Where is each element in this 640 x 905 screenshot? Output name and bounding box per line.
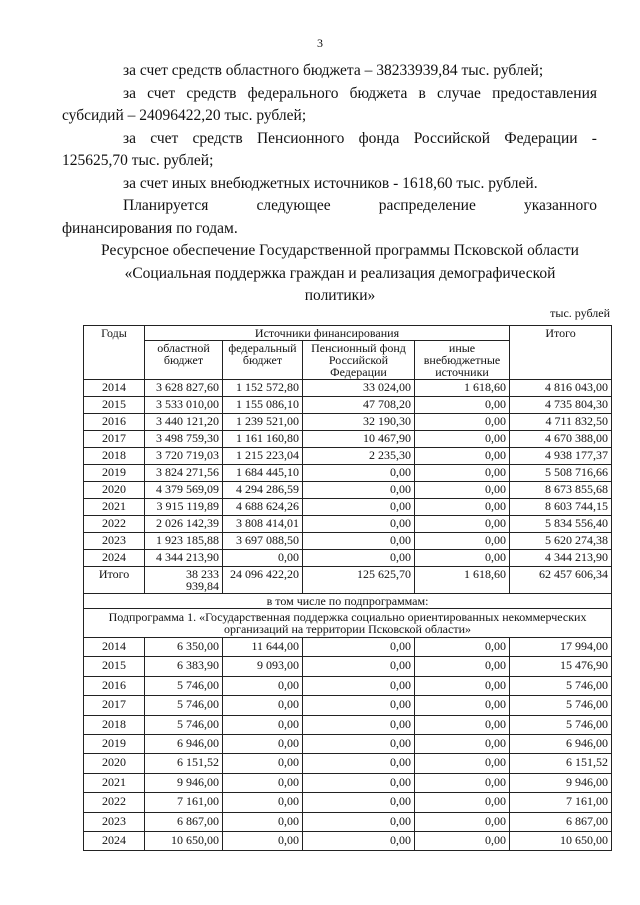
word: в	[418, 85, 426, 102]
value-cell: 0,00	[303, 812, 415, 831]
year-cell: 2019	[84, 465, 145, 482]
value-cell: 0,00	[223, 734, 303, 753]
word: следующее	[256, 197, 331, 214]
value-cell: 0,00	[303, 516, 415, 533]
value-cell: 4 816 043,00	[510, 380, 612, 397]
value-cell: 0,00	[303, 715, 415, 734]
value-cell: 4 711 832,50	[510, 414, 612, 431]
value-cell: 1 161 160,80	[223, 431, 303, 448]
paragraph-regional-budget: за счет средств областного бюджета – 38233939,84 тыс. рублей;	[123, 62, 544, 79]
value-cell: 4 735 804,30	[510, 397, 612, 414]
value-cell: 0,00	[415, 676, 510, 695]
value-cell: 0,00	[415, 465, 510, 482]
word: счет	[150, 130, 179, 147]
word: случае	[437, 85, 481, 102]
word: средств	[186, 85, 237, 102]
word: Федерации	[504, 130, 578, 147]
year-cell: 2023	[84, 812, 145, 831]
value-cell: 3 720 719,03	[145, 448, 223, 465]
header-pension-fund: Пенсионный фонд Российской Федерации	[303, 341, 415, 380]
value-cell: 33 024,00	[303, 380, 415, 397]
value-cell: 0,00	[415, 448, 510, 465]
paragraph-other-sources: за счет иных внебюджетных источников - 1618,60 тыс. рублей.	[123, 175, 538, 192]
value-cell: 9 946,00	[510, 773, 612, 792]
caption-line2: «Социальная поддержка граждан и реализация демографической	[124, 265, 556, 282]
value-cell: 0,00	[303, 482, 415, 499]
value-cell: 6 151,52	[145, 754, 223, 773]
value-cell: 3 915 119,89	[145, 499, 223, 516]
page-number: 3	[317, 36, 323, 50]
value-cell: 0,00	[415, 812, 510, 831]
value-cell: 4 938 177,37	[510, 448, 612, 465]
value-cell: 2 026 142,39	[145, 516, 223, 533]
table-row	[84, 482, 612, 499]
word: -	[591, 130, 597, 147]
value-cell: 1 239 521,00	[223, 414, 303, 431]
subprograms-label: в том числе по подпрограммам:	[84, 594, 612, 609]
value-cell: 3 533 010,00	[145, 397, 223, 414]
word: указанного	[523, 197, 597, 214]
year-cell: 2017	[84, 431, 145, 448]
value-cell: 6 350,00	[145, 638, 223, 657]
value-cell: 0,00	[303, 465, 415, 482]
units-label: тыс. рублей	[550, 306, 610, 320]
word: фонда	[358, 130, 400, 147]
year-cell: 2020	[84, 754, 145, 773]
table-row	[84, 773, 612, 792]
value-cell: 7 161,00	[145, 793, 223, 812]
header-sources: Источники финансирования	[145, 326, 510, 341]
value-cell: 10 650,00	[510, 831, 612, 850]
table-row	[84, 465, 612, 482]
value-cell: 6 946,00	[145, 734, 223, 753]
value-cell: 0,00	[223, 550, 303, 567]
year-cell: 2018	[84, 448, 145, 465]
value-cell: 0,00	[303, 793, 415, 812]
year-cell: 2022	[84, 793, 145, 812]
header-federal-budget: федеральный бюджет	[223, 341, 303, 380]
value-cell: 5 746,00	[145, 676, 223, 695]
year-cell: 2021	[84, 773, 145, 792]
value-cell: 10 650,00	[145, 831, 223, 850]
value-cell: 4 379 569,09	[145, 482, 223, 499]
word: предоставления	[492, 85, 597, 102]
total-label: Итого	[84, 567, 145, 594]
value-cell: 5 746,00	[510, 676, 612, 695]
table-row	[84, 676, 612, 695]
header-other-sources: иные внебюджетные источники	[415, 341, 510, 380]
table-row	[84, 715, 612, 734]
word: за	[123, 85, 137, 102]
word: федерального	[247, 85, 339, 102]
value-cell: 0,00	[415, 657, 510, 676]
table-row	[84, 431, 612, 448]
value-cell: 0,00	[223, 676, 303, 695]
table-row	[84, 831, 612, 850]
table-row	[84, 754, 612, 773]
value-cell: 0,00	[415, 499, 510, 516]
value-cell: 0,00	[415, 638, 510, 657]
value-cell: 3 628 827,60	[145, 380, 223, 397]
value-cell: 3 498 759,30	[145, 431, 223, 448]
table-row	[84, 696, 612, 715]
value-cell: 3 697 088,50	[223, 533, 303, 550]
value-cell: 0,00	[303, 499, 415, 516]
value-cell: 0,00	[415, 734, 510, 753]
word: средств	[192, 130, 243, 147]
value-cell: 11 644,00	[223, 638, 303, 657]
value-cell: 8 603 744,15	[510, 499, 612, 516]
table-row	[84, 380, 612, 397]
value-cell: 1 215 223,04	[223, 448, 303, 465]
value-cell: 4 294 286,59	[223, 482, 303, 499]
header-regional-budget: областной бюджет	[145, 341, 223, 380]
paragraph-planned-line2: финансирования по годам.	[62, 220, 238, 237]
value-cell: 47 708,20	[303, 397, 415, 414]
value-cell: 1 923 185,88	[145, 533, 223, 550]
word: Планируется	[123, 197, 209, 214]
word: счет	[147, 85, 176, 102]
value-cell: 0,00	[303, 638, 415, 657]
value-cell: 3 440 121,20	[145, 414, 223, 431]
year-cell: 2015	[84, 397, 145, 414]
value-cell: 5 746,00	[145, 696, 223, 715]
value-cell: 4 344 213,90	[145, 550, 223, 567]
word: распределение	[378, 197, 476, 214]
value-cell: 5 508 716,66	[510, 465, 612, 482]
value-cell: 0,00	[415, 696, 510, 715]
value-cell: 0,00	[303, 754, 415, 773]
value-cell: 6 867,00	[145, 812, 223, 831]
caption-line1: Ресурсное обеспечение Государственной программы Псковской области	[101, 242, 579, 259]
table-row	[84, 499, 612, 516]
table-row	[84, 414, 612, 431]
value-cell: 5 746,00	[510, 696, 612, 715]
year-cell: 2019	[84, 734, 145, 753]
total-value: 1 618,60	[415, 567, 510, 594]
value-cell: 6 151,52	[510, 754, 612, 773]
value-cell: 0,00	[303, 533, 415, 550]
year-cell: 2020	[84, 482, 145, 499]
value-cell: 4 688 624,26	[223, 499, 303, 516]
value-cell: 0,00	[415, 831, 510, 850]
year-cell: 2024	[84, 831, 145, 850]
year-cell: 2014	[84, 380, 145, 397]
total-value: 38 233 939,84	[145, 567, 223, 594]
value-cell: 0,00	[223, 793, 303, 812]
value-cell: 0,00	[415, 773, 510, 792]
value-cell: 0,00	[303, 657, 415, 676]
table-row	[84, 793, 612, 812]
year-cell: 2021	[84, 499, 145, 516]
value-cell: 0,00	[415, 533, 510, 550]
value-cell: 0,00	[223, 773, 303, 792]
value-cell: 5 620 274,38	[510, 533, 612, 550]
total-value: 62 457 606,34	[510, 567, 612, 594]
value-cell: 9 946,00	[145, 773, 223, 792]
value-cell: 0,00	[415, 397, 510, 414]
year-cell: 2018	[84, 715, 145, 734]
paragraph-pension-fund-line2: 125625,70 тыс. рублей;	[62, 152, 214, 169]
value-cell: 1 684 445,10	[223, 465, 303, 482]
paragraph-federal-budget-line1	[123, 85, 597, 103]
value-cell: 1 155 086,10	[223, 397, 303, 414]
value-cell: 0,00	[415, 550, 510, 567]
value-cell: 4 344 213,90	[510, 550, 612, 567]
value-cell: 5 746,00	[510, 715, 612, 734]
value-cell: 3 808 414,01	[223, 516, 303, 533]
total-value: 125 625,70	[303, 567, 415, 594]
header-years: Годы	[84, 326, 145, 380]
value-cell: 0,00	[223, 754, 303, 773]
year-cell: 2014	[84, 638, 145, 657]
value-cell: 0,00	[223, 696, 303, 715]
value-cell: 6 946,00	[510, 734, 612, 753]
year-cell: 2016	[84, 414, 145, 431]
header-total: Итого	[510, 326, 612, 380]
value-cell: 5 834 556,40	[510, 516, 612, 533]
table-row	[84, 533, 612, 550]
value-cell: 2 235,30	[303, 448, 415, 465]
total-value: 24 096 422,20	[223, 567, 303, 594]
word: Пенсионного	[256, 130, 345, 147]
value-cell: 0,00	[223, 812, 303, 831]
value-cell: 0,00	[223, 715, 303, 734]
value-cell: 0,00	[415, 414, 510, 431]
subprogram-title-row	[84, 609, 612, 638]
table-row	[84, 657, 612, 676]
value-cell: 3 824 271,56	[145, 465, 223, 482]
value-cell: 0,00	[415, 715, 510, 734]
caption-line3: политики»	[304, 287, 376, 304]
subprograms-label-row	[84, 594, 612, 609]
word: бюджета	[349, 85, 408, 102]
value-cell: 0,00	[415, 431, 510, 448]
value-cell: 32 190,30	[303, 414, 415, 431]
value-cell: 1 618,60	[415, 380, 510, 397]
value-cell: 0,00	[303, 831, 415, 850]
year-cell: 2016	[84, 676, 145, 695]
word: за	[123, 130, 137, 147]
value-cell: 6 383,90	[145, 657, 223, 676]
value-cell: 0,00	[415, 516, 510, 533]
table-row	[84, 812, 612, 831]
value-cell: 15 476,90	[510, 657, 612, 676]
value-cell: 10 467,90	[303, 431, 415, 448]
table-row	[84, 638, 612, 657]
table-row	[84, 550, 612, 567]
table-row	[84, 734, 612, 753]
value-cell: 0,00	[223, 831, 303, 850]
value-cell: 0,00	[303, 676, 415, 695]
year-cell: 2022	[84, 516, 145, 533]
value-cell: 0,00	[303, 773, 415, 792]
value-cell: 4 670 388,00	[510, 431, 612, 448]
value-cell: 0,00	[415, 482, 510, 499]
value-cell: 5 746,00	[145, 715, 223, 734]
year-cell: 2017	[84, 696, 145, 715]
table-row	[84, 397, 612, 414]
table-total-row	[84, 567, 612, 594]
value-cell: 8 673 855,68	[510, 482, 612, 499]
word: Российской	[413, 130, 491, 147]
paragraph-federal-budget-line2: субсидий – 24096422,20 тыс. рублей;	[62, 107, 307, 124]
table-row	[84, 448, 612, 465]
value-cell: 0,00	[303, 550, 415, 567]
year-cell: 2024	[84, 550, 145, 567]
value-cell: 0,00	[303, 696, 415, 715]
table-row	[84, 516, 612, 533]
table-header-row	[84, 326, 612, 341]
value-cell: 7 161,00	[510, 793, 612, 812]
subprogram1-title: Подпрограмма 1. «Государственная поддержка социально ориентированных некоммерческих организаций на территории Псковской области»	[84, 609, 612, 638]
year-cell: 2015	[84, 657, 145, 676]
value-cell: 0,00	[415, 793, 510, 812]
value-cell: 17 994,00	[510, 638, 612, 657]
year-cell: 2023	[84, 533, 145, 550]
paragraph-pension-fund-line1	[123, 130, 597, 148]
paragraph-planned-line1	[123, 197, 597, 215]
value-cell: 9 093,00	[223, 657, 303, 676]
value-cell: 0,00	[415, 754, 510, 773]
value-cell: 1 152 572,80	[223, 380, 303, 397]
financing-table	[83, 325, 612, 851]
value-cell: 6 867,00	[510, 812, 612, 831]
value-cell: 0,00	[303, 734, 415, 753]
